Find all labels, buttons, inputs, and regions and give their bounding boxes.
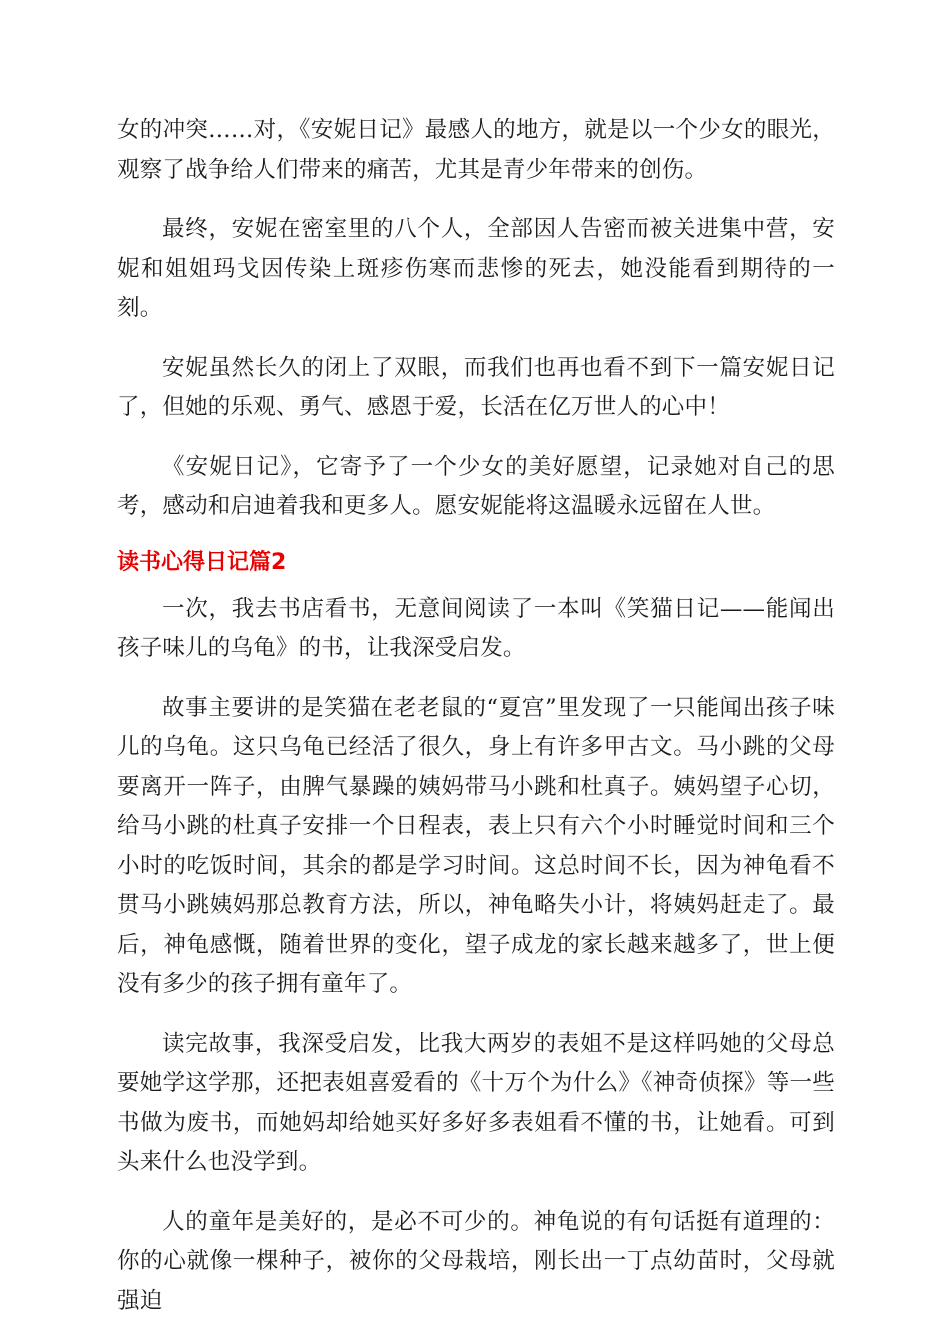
paragraph: 最终，安妮在密室里的八个人，全部因人告密而被关进集中营，安妮和姐姐玛戈因传染上斑疹伤寒而悲惨的死去，她没能看到期待的一刻。 bbox=[117, 216, 835, 321]
paragraph: 故事主要讲的是笑猫在老老鼠的“夏宫”里发现了一只能闻出孩子味儿的乌龟。这只乌龟已经活了很久，身上有许多甲古文。马小跳的父母要离开一阵子，由脾气暴躁的姨妈带马小跳和杜真子。姨妈望子心切，给马小跳的杜真子安排一个日程表，表上只有六个小时睡觉时间和三个小时的吃饭时间，其余的都是学习时间。这总时间不长，因为神龟看不贯马小跳姨妈那总教育方法，所以，神龟略失小计，将姨妈赶走了。最后，神龟感慨，随着世界的变化，望子成龙的家长越来越多了，世上便没有多少的孩子拥有童年了。 bbox=[117, 694, 835, 997]
section-heading: 读书心得日记篇2 bbox=[117, 549, 287, 575]
paragraph: 读完故事，我深受启发，比我大两岁的表姐不是这样吗她的父母总要她学这学那，还把表姐喜爱看的《十万个为什么》《神奇侦探》等一些书做为废书，而她妈却给她买好多好多表姐看不懂的书，让她看。可到头来什么也没学到。 bbox=[117, 1030, 835, 1175]
paragraph: 安妮虽然长久的闭上了双眼，而我们也再也看不到下一篇安妮日记了，但她的乐观、勇气、感恩于爱，长活在亿万世人的心中！ bbox=[117, 354, 835, 420]
document-body bbox=[117, 111, 835, 1341]
paragraph: 人的童年是美好的，是必不可少的。神龟说的有句话挺有道理的：你的心就像一棵种子，被你的父母栽培，刚长出一丁点幼苗时，父母就强迫 bbox=[117, 1208, 835, 1314]
paragraph: 《安妮日记》，它寄予了一个少女的美好愿望，记录她对自己的思考，感动和启迪着我和更多人。愿安妮能将这温暖永远留在人世。 bbox=[117, 453, 835, 519]
paragraph: 一次，我去书店看书，无意间阅读了一本叫《笑猫日记——能闻出孩子味儿的乌龟》的书，让我深受启发。 bbox=[117, 595, 835, 661]
paragraph: 女的冲突……对，《安妮日记》最感人的地方，就是以一个少女的眼光，观察了战争给人们带来的痛苦，尤其是青少年带来的创伤。 bbox=[117, 117, 835, 183]
